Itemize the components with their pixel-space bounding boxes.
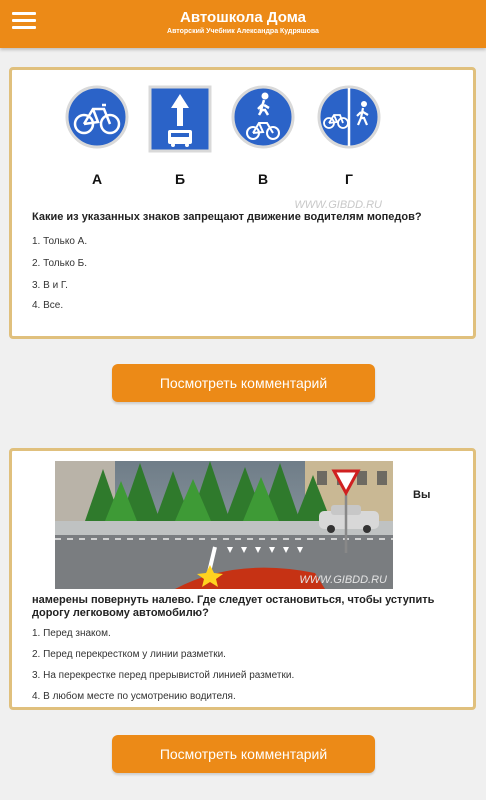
view-comment-button[interactable]: Посмотреть комментарий [112,364,375,402]
app-bar [0,0,486,48]
question-1-text: Какие из указанных знаков запрещают движение водителям мопедов? [32,211,422,223]
sign-label-v: В [257,171,269,187]
question-2-text-start: Вы [413,489,431,501]
answer-option[interactable]: 1. Перед знаком. [32,628,111,639]
answer-option[interactable]: 4. Все. [32,300,64,311]
sign-a-bicycle-icon [67,87,127,147]
question-1-image [52,78,392,218]
sign-b-bus-lane-icon [150,87,210,151]
image-watermark: WWW.GIBDD.RU [294,199,382,211]
question-2-text: намерены повернуть налево. Где следует остановиться, чтобы уступить дорогу легковому автомобилю? [32,594,435,619]
sign-label-a: А [91,171,103,187]
answer-option[interactable]: 3. В и Г. [32,280,68,291]
image-watermark: WWW.GIBDD.RU [299,574,387,586]
sign-label-b: Б [174,171,186,187]
app-subtitle: Авторский Учебник Александра Кудряшова [167,28,319,35]
sign-g-separated-path-icon [319,87,379,147]
view-comment-button[interactable]: Посмотреть комментарий [112,735,375,773]
sign-v-pedestrian-bicycle-icon [233,87,293,147]
question-card-2 [9,448,476,710]
answer-option[interactable]: 2. Только Б. [32,258,87,269]
app-title: Автошкола Дома [180,9,306,26]
answer-option[interactable]: 1. Только А. [32,236,88,247]
question-card-1 [9,67,476,339]
question-2-image [55,461,393,589]
sign-label-g: Г [345,171,353,187]
answer-option[interactable]: 3. На перекрестке перед прерывистой линией разметки. [32,670,295,681]
answer-option[interactable]: 2. Перед перекрестком у линии разметки. [32,649,226,660]
answer-option[interactable]: 4. В любом месте по усмотрению водителя. [32,691,236,702]
